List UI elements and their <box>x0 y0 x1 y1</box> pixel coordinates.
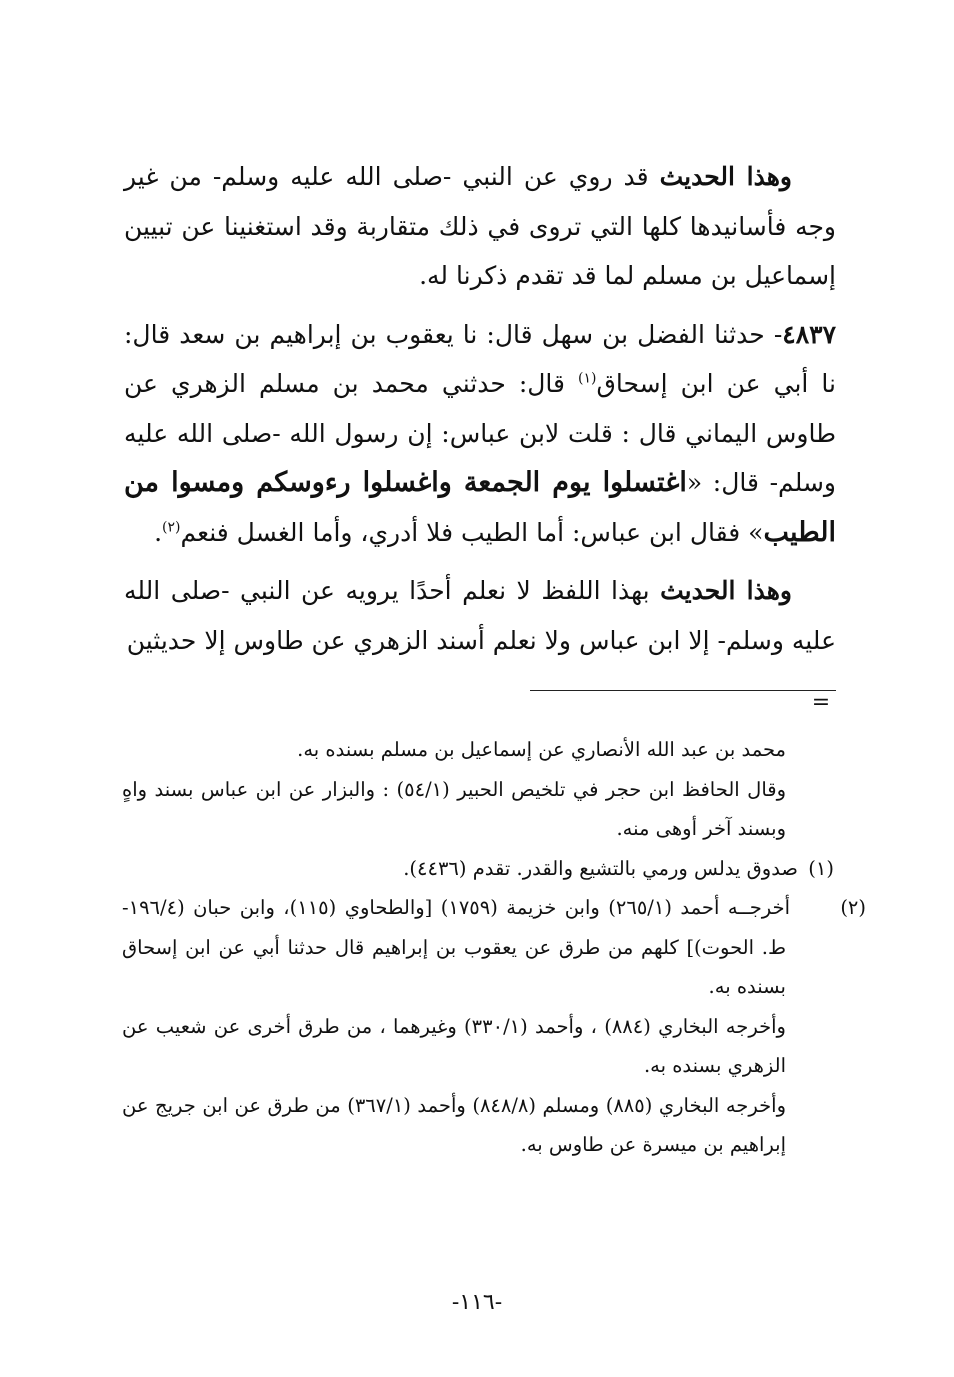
footnote-text: صدوق يدلس ورمي بالتشيع والقدر. تقدم (٤٤٣٦). <box>403 856 798 880</box>
paragraph-text: بهذا اللفظ لا نعلم أحدًا يرويه عن النبي -صلى الله عليه وسلم- إلا ابن عباس ولا نعلم أسند الزهري عن طاوس إلا حديثين <box>124 576 836 655</box>
footnote-text-3: وأخرجه البخاري (٨٨٥) ومسلم (٨٤٨/٨) وأحمد (٣٦٧/١) من طرق عن ابن جريج عن إبراهيم بن ميسرة عن طاوس به. <box>122 1093 786 1156</box>
footnote-continuation: وقال الحافظ ابن حجر في تلخيص الحبير (٥٤/١) : والبزار عن ابن عباس بسند واهٍ وبسند آخر أوهى منه. <box>122 777 787 840</box>
footnote-continuation: محمد بن عبد الله الأنصاري عن إسماعيل بن مسلم بسنده به. <box>297 738 786 761</box>
paragraph-intro <box>124 152 836 301</box>
footnote-number: (١) <box>808 856 834 880</box>
footnote-text: أخرجــه أحمد (٢٦٥/١) وابن خزيمة (١٧٥٩) [والطحاوي (١١٥)، وابن حبان (١٩٦/٤-ط. الحوت)] كلهم من طرق عن يعقوب بن إبراهيم قال حدثنا أبي عن ابن إسحاق بسنده به. <box>122 896 791 998</box>
hadith-quote: اغتسلوا يوم الجمعة واغسلوا رءوسكم ومسوا من الطيب <box>124 467 836 548</box>
hadith-end: . <box>154 517 163 547</box>
hadith-chain-2: قال: حدثني محمد بن مسلم الزهري عن طاوس اليماني قال : قلت لابن عباس: إن رسول الله -صلى الله عليه وسلم- قال: « <box>124 369 836 497</box>
hadith-chain-1: - حدثنا الفضل بن سهل قال: نا يعقوب بن إبراهيم بن سعد قال: نا أبي عن ابن إسحاق <box>124 319 837 398</box>
hadith-paragraph <box>124 310 836 558</box>
footnote-text-2: وأخرجه البخاري (٨٨٤) ، وأحمد (٣٣٠/١) وغيرهما ، من طرق أخرى عن شعيب عن الزهري بسنده به. <box>122 1014 786 1077</box>
continuation-mark: = <box>811 690 831 715</box>
footnotes <box>122 730 867 1165</box>
footnote-number: (٢) <box>840 896 867 919</box>
paragraph-lead: وهذا الحديث <box>660 576 793 605</box>
paragraph-commentary <box>124 566 836 665</box>
hadith-number: ٤٨٣٧ <box>782 319 836 349</box>
page-number: -١١٦- <box>451 1290 503 1315</box>
footnote-ref-2: (٢) <box>162 519 181 536</box>
main-text <box>124 152 836 674</box>
footnote-2 <box>122 888 867 1007</box>
paragraph-text: قد روي عن النبي -صلى الله عليه وسلم- من غير وجه فأسانيدها كلها التي تروى في ذلك متقاربة وقد استغنينا عن تبيين إسماعيل بن مسلم لما قد تقدم ذكرنا له. <box>124 162 836 290</box>
paragraph-lead: وهذا الحديث <box>659 162 793 191</box>
footnote-ref-1: (١) <box>578 370 597 387</box>
footnote-separator <box>530 690 836 691</box>
hadith-chain-3: » فقال ابن عباس: أما الطيب فلا أدري، وأما الغسل فنعم <box>180 517 764 547</box>
footnote-1 <box>122 849 834 889</box>
